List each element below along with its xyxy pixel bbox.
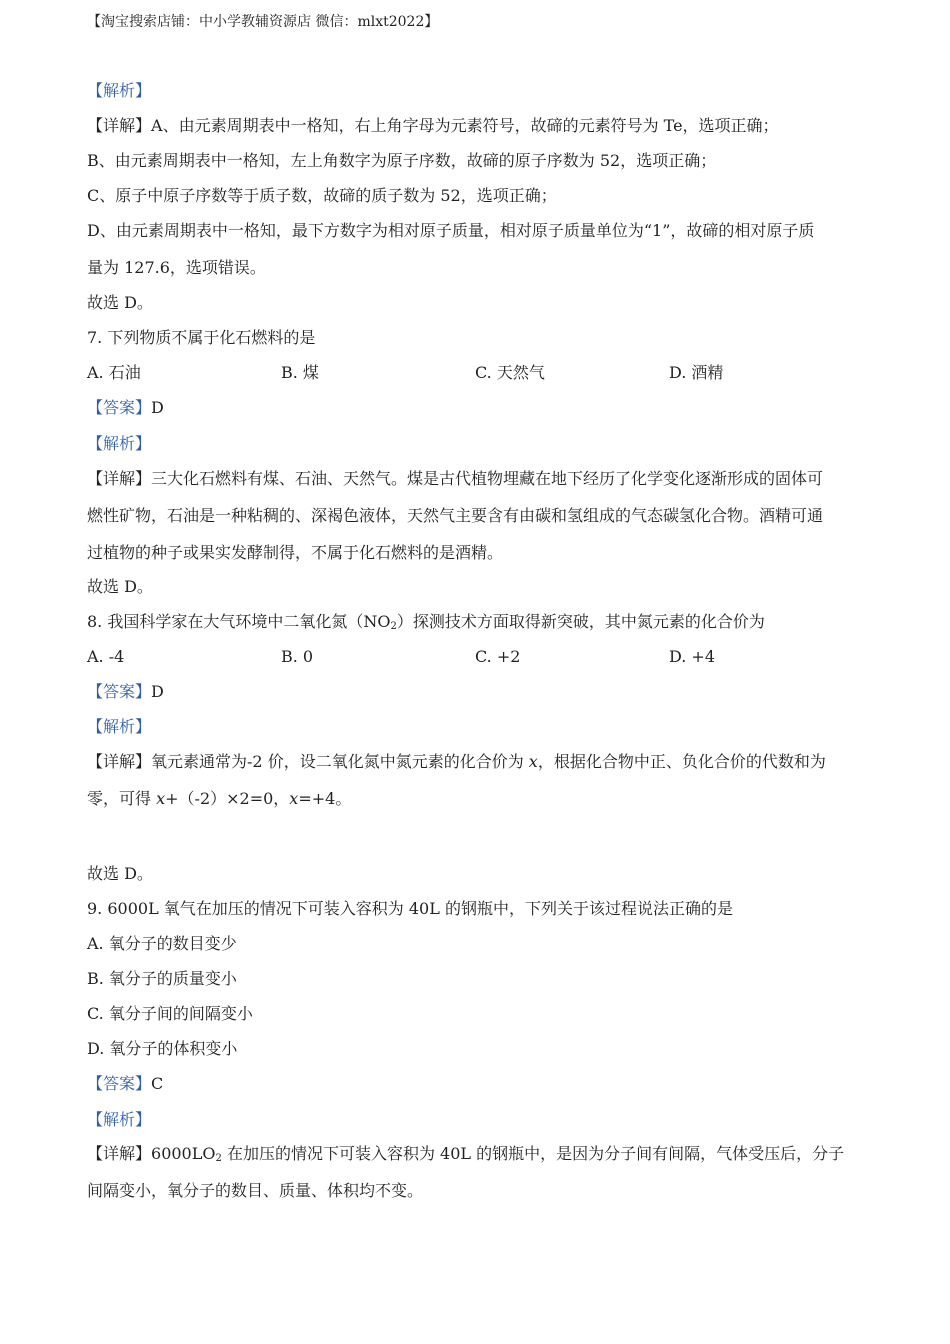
q8-detail-line2-part1: 零，可得 [87,789,157,808]
q7-detail-line2: 燃性矿物，石油是一种粘稠的、深褐色液体，天然气主要含有由碳和氢组成的气态碳氢化合物。酒精可通 [87,506,824,525]
q8-stem-part1: 8. 我国科学家在大气环境中二氧化氮（NO [87,612,391,631]
q9-detail-line2: 间隔变小，氧分子的数目、质量、体积均不变。 [87,1181,424,1200]
q6-detail-b: B、由元素周期表中一格知，左上角数字为原子序数，故碲的原子序数为 52，选项正确； [87,151,717,170]
q9-detail-line1-part2: 在加压的情况下可装入容积为 40L 的钢瓶中，是因为分子间有间隔，气体受压后，分子 [221,1144,845,1163]
q9-option-b: B. 氧分子的质量变小 [87,969,237,988]
q8-detail-line1-part1: 氧元素通常为-2 价，设二氧化氮中氮元素的化合价为 [151,752,529,771]
q8-detail-line2-part3: =+4。 [298,789,352,808]
detail-tag: 【详解】 [87,1144,152,1163]
q8-conclusion: 故选 D。 [87,864,153,883]
q8-detail-line1-part2: ，根据化合物中正、负化合价的代数和为 [537,752,826,771]
analysis-tag: 【解析】 [87,1110,152,1129]
q9-detail-line1 [87,1143,844,1170]
q7-conclusion: 故选 D。 [87,577,153,596]
q7-detail-line1-text: 三大化石燃料有煤、石油、天然气。煤是古代植物埋藏在地下经历了化学变化逐渐形成的固体可 [151,469,824,488]
q6-detail-c: C、原子中原子序数等于质子数，故碲的质子数为 52，选项正确； [87,186,557,205]
analysis-tag: 【解析】 [87,81,152,100]
answer-tag: 【答案】 [87,398,152,417]
q7-option-d: D. 酒精 [669,363,724,382]
q6-conclusion: 故选 D。 [87,293,153,312]
q6-detail-d-line1: D、由元素周期表中一格知，最下方数字为相对原子质量，相对原子质量单位为“1”，故碲的相对原子质 [87,221,815,240]
q8-variable-x: x [289,789,299,808]
answer-tag: 【答案】 [87,1074,152,1093]
page-header: 【淘宝搜索店铺：中小学教辅资源店 微信：mlxt2022】 [87,14,439,30]
q8-answer [87,681,164,703]
q9-option-d: D. 氧分子的体积变小 [87,1039,238,1058]
q8-stem-part2: ）探测技术方面取得新突破，其中氮元素的化合价为 [396,612,765,631]
q8-option-c: C. +2 [475,647,521,666]
q8-variable-x: x [156,789,166,808]
q9-detail-line1-part1: 6000LO [151,1144,216,1163]
q8-stem-subscript: 2 [390,621,397,632]
q7-option-c: C. 天然气 [475,363,545,382]
q6-detail-d-line2: 量为 127.6，选项错误。 [87,258,266,277]
q7-detail-line1 [87,468,823,490]
detail-tag: 【详解】 [87,469,152,488]
q9-detail-subscript: 2 [215,1153,222,1164]
q9-answer-value: C [151,1074,164,1093]
q8-option-d: D. +4 [669,647,716,666]
q7-option-a: A. 石油 [87,363,141,382]
q9-option-c: C. 氧分子间的间隔变小 [87,1004,253,1023]
q9-answer [87,1073,163,1095]
q8-detail-line2-part2: +（-2）×2=0， [165,789,290,808]
q8-variable-x: x [528,752,538,771]
analysis-tag: 【解析】 [87,434,152,453]
q9-option-a: A. 氧分子的数目变少 [87,934,237,953]
q8-answer-value: D [151,682,164,701]
q8-option-b: B. 0 [281,647,314,666]
q8-detail-line1 [87,751,826,773]
analysis-tag: 【解析】 [87,717,152,736]
q7-option-b: B. 煤 [281,363,319,382]
q8-stem [87,611,765,638]
detail-tag: 【详解】 [87,752,152,771]
q6-detail-a [87,115,779,137]
q8-option-a: A. -4 [87,647,125,666]
detail-tag: 【详解】 [87,116,152,135]
q7-answer-value: D [151,398,164,417]
q7-stem: 7. 下列物质不属于化石燃料的是 [87,328,316,347]
q8-detail-line2 [87,788,351,810]
q7-detail-line3: 过植物的种子或果实发酵制得，不属于化石燃料的是酒精。 [87,543,504,562]
q6-detail-a-text: A、由元素周期表中一格知，右上角字母为元素符号，故碲的元素符号为 Te，选项正确； [151,116,779,135]
q7-answer [87,397,164,419]
q9-stem: 9. 6000L 氧气在加压的情况下可装入容积为 40L 的钢瓶中，下列关于该过程说法正确的是 [87,899,733,918]
answer-tag: 【答案】 [87,682,152,701]
